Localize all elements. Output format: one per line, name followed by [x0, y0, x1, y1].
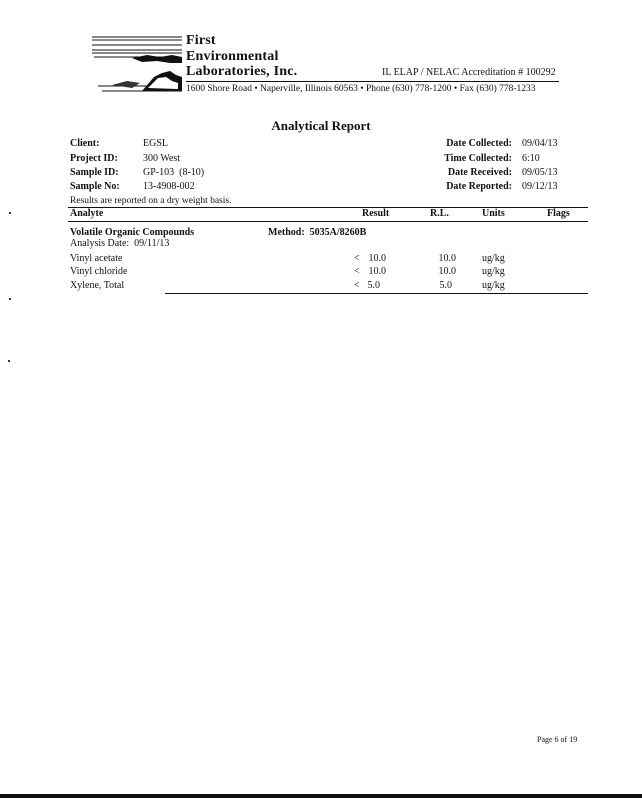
- project-label: Project ID:: [70, 153, 118, 164]
- header-analyte: Analyte: [70, 208, 104, 219]
- table-bottom-rule: [165, 293, 588, 294]
- scan-speck: [9, 298, 11, 300]
- client-value: EGSL: [143, 138, 168, 149]
- header-result: Result: [362, 208, 390, 219]
- report-title: Analytical Report: [271, 118, 371, 133]
- date-reported-label: Date Reported:: [446, 181, 512, 192]
- time-collected-label: Time Collected:: [444, 153, 512, 164]
- table-row-result: 10.0: [368, 253, 386, 264]
- date-collected-label: Date Collected:: [446, 138, 512, 149]
- table-row-result: 5.0: [367, 280, 380, 291]
- table-row-analyte: Xylene, Total: [70, 280, 125, 291]
- accreditation: IL ELAP / NELAC Accreditation # 100292: [382, 67, 556, 78]
- scan-bottom-edge: [0, 794, 642, 798]
- sample-id-value: GP-103 (8-10): [143, 167, 205, 178]
- page-number: Page 6 of 19: [537, 735, 578, 744]
- sample-no-label: Sample No:: [70, 181, 120, 192]
- table-row-qualifier: <: [354, 280, 360, 291]
- table-row-units: ug/kg: [482, 266, 505, 277]
- table-row-rl: 10.0: [438, 253, 456, 264]
- table-row-analyte: Vinyl chloride: [70, 266, 128, 277]
- table-row-rl: 5.0: [439, 280, 452, 291]
- scan-speck: [8, 360, 10, 362]
- table-top-rule: [68, 207, 588, 208]
- table-row-units: ug/kg: [482, 280, 505, 291]
- analyte-group: Volatile Organic Compounds: [70, 227, 195, 238]
- time-collected-value: 6:10: [522, 153, 540, 164]
- table-row-units: ug/kg: [482, 253, 505, 264]
- client-label: Client:: [70, 138, 100, 149]
- sample-id-label: Sample ID:: [70, 167, 119, 178]
- company-name-line2: Environmental: [186, 49, 279, 64]
- table-row-qualifier: <: [354, 266, 360, 277]
- table-row-rl: 10.0: [438, 266, 456, 277]
- table-header-rule: [68, 221, 588, 222]
- header-rl: R.L.: [430, 208, 449, 219]
- company-name-line3: Laboratories, Inc.: [186, 64, 298, 79]
- basis-note: Results are reported on a dry weight basis.: [70, 196, 232, 206]
- company-address: 1600 Shore Road • Naperville, Illinois 60563 • Phone (630) 778-1200 • Fax (630) 778-1233: [186, 84, 536, 94]
- date-received-value: 09/05/13: [522, 167, 558, 178]
- header-rule: [186, 81, 559, 82]
- date-collected-value: 09/04/13: [522, 138, 558, 149]
- project-value: 300 West: [143, 153, 181, 164]
- header-flags: Flags: [547, 208, 570, 219]
- date-received-label: Date Received:: [447, 167, 512, 178]
- analysis-date: Analysis Date: 09/11/13: [70, 238, 170, 249]
- table-row-result: 10.0: [368, 266, 386, 277]
- table-row-qualifier: <: [354, 253, 360, 264]
- scan-speck: [9, 212, 11, 214]
- header-units: Units: [482, 208, 505, 219]
- company-logo: [92, 33, 184, 99]
- sample-no-value: 13-4908-002: [143, 181, 195, 192]
- company-name-line1: First: [186, 33, 216, 48]
- method: Method: 5035A/8260B: [268, 227, 367, 238]
- date-reported-value: 09/12/13: [522, 181, 558, 192]
- table-row-analyte: Vinyl acetate: [70, 253, 123, 264]
